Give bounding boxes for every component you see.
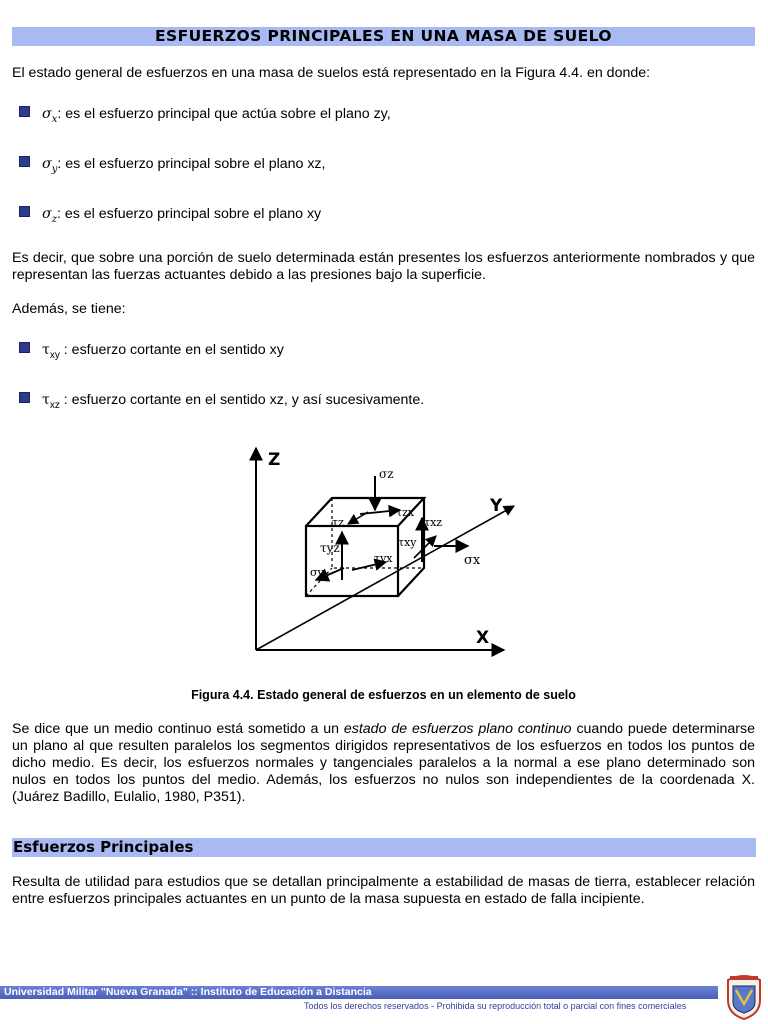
paragraph-continuo: Se dice que un medio continuo está sometido a un estado de esfuerzos plano continuo cuando puede determinarse un plano al que resulten paralelos los segmentos dirigidos representativos de los esfuerzos en todos los puntos de dicho medio. Es decir, los esfuerzos normales y tangenciales paralelos a la normal a ese plano determinado son nulos en todos los puntos del medio. Además, los esfuerzos no nulos son independientes de la coordenada X. (Juárez Badillo, Eulalio, 1980, P351).: [12, 721, 755, 805]
list-item: $\sigma_y$: es el esfuerzo principal sobre el plano xz,: [19, 156, 579, 178]
sigma-z-label: σz: [379, 467, 394, 481]
figure-caption: Figura 4.4. Estado general de esfuerzos en un elemento de suelo: [191, 688, 576, 702]
paragraph-resulta: Resulta de utilidad para estudios que se detallan principalmente a estabilidad de masas de tierra, establecer relación entre esfuerzos principales actuantes en un punto de la masa supuesta en estado de falla incipiente.: [12, 874, 755, 907]
list-item: $\tau_{xy}$ : esfuerzo cortante en el sentido xy: [19, 342, 579, 364]
square-bullet-icon: [19, 342, 30, 353]
tau-symbol: τ: [42, 392, 50, 408]
tau-zx-label: τzx: [396, 506, 415, 519]
section-heading: Esfuerzos Principales: [12, 838, 756, 857]
paragraph-ademas: Además, se tiene:: [12, 301, 126, 317]
sigma-symbol: σ: [42, 106, 52, 122]
tau-zy-label: τz: [332, 516, 344, 529]
university-crest-icon: [724, 974, 764, 1020]
sigma-symbol: σ: [42, 156, 52, 172]
sigma-y-label: σy: [310, 566, 324, 579]
tau-xy-label: τxy: [398, 536, 417, 549]
emphasis: estado de esfuerzos plano continuo: [343, 721, 572, 737]
square-bullet-icon: [19, 106, 30, 117]
axis-y-label: Y: [490, 496, 503, 516]
sigma-symbol: σ: [42, 206, 52, 222]
paragraph-es-decir: Es decir, que sobre una porción de suelo determinada están presentes los esfuerzos anteriormente nombrados y que representan las fuerzas actuantes debido a las presiones bajo la superficie.: [12, 250, 755, 283]
tau-symbol: τ: [42, 342, 50, 358]
axis-x-label: X: [476, 628, 490, 648]
footer-institution: Universidad Militar "Nueva Granada" :: Instituto de Educación a Distancia: [0, 986, 718, 999]
list-item: $\sigma_x$: es el esfuerzo principal que actúa sobre el plano zy,: [19, 106, 579, 128]
sigma-x-label: σx: [464, 553, 481, 568]
footer-rights: Todos los derechos reservados - Prohibida su reproducción total o parcial con fines comerciales: [304, 1001, 687, 1011]
square-bullet-icon: [19, 206, 30, 217]
list-item: $\tau_{xz}$ : esfuerzo cortante en el sentido xz, y así sucesivamente.: [19, 392, 579, 414]
intro-paragraph: El estado general de esfuerzos en una masa de suelos está representado en la Figura 4.4. en donde:: [12, 65, 651, 81]
tau-xz-label: τxz: [424, 516, 443, 529]
page-title: ESFUERZOS PRINCIPALES EN UNA MASA DE SUELO: [12, 27, 755, 46]
tau-yz-label: τyz: [320, 541, 340, 555]
stress-element-figure: [236, 442, 516, 666]
axis-z-label: Z: [268, 450, 281, 470]
square-bullet-icon: [19, 392, 30, 403]
tau-yx-label: τyx: [374, 552, 393, 565]
list-item: $\sigma_z$: es el esfuerzo principal sobre el plano xy: [19, 206, 579, 228]
square-bullet-icon: [19, 156, 30, 167]
